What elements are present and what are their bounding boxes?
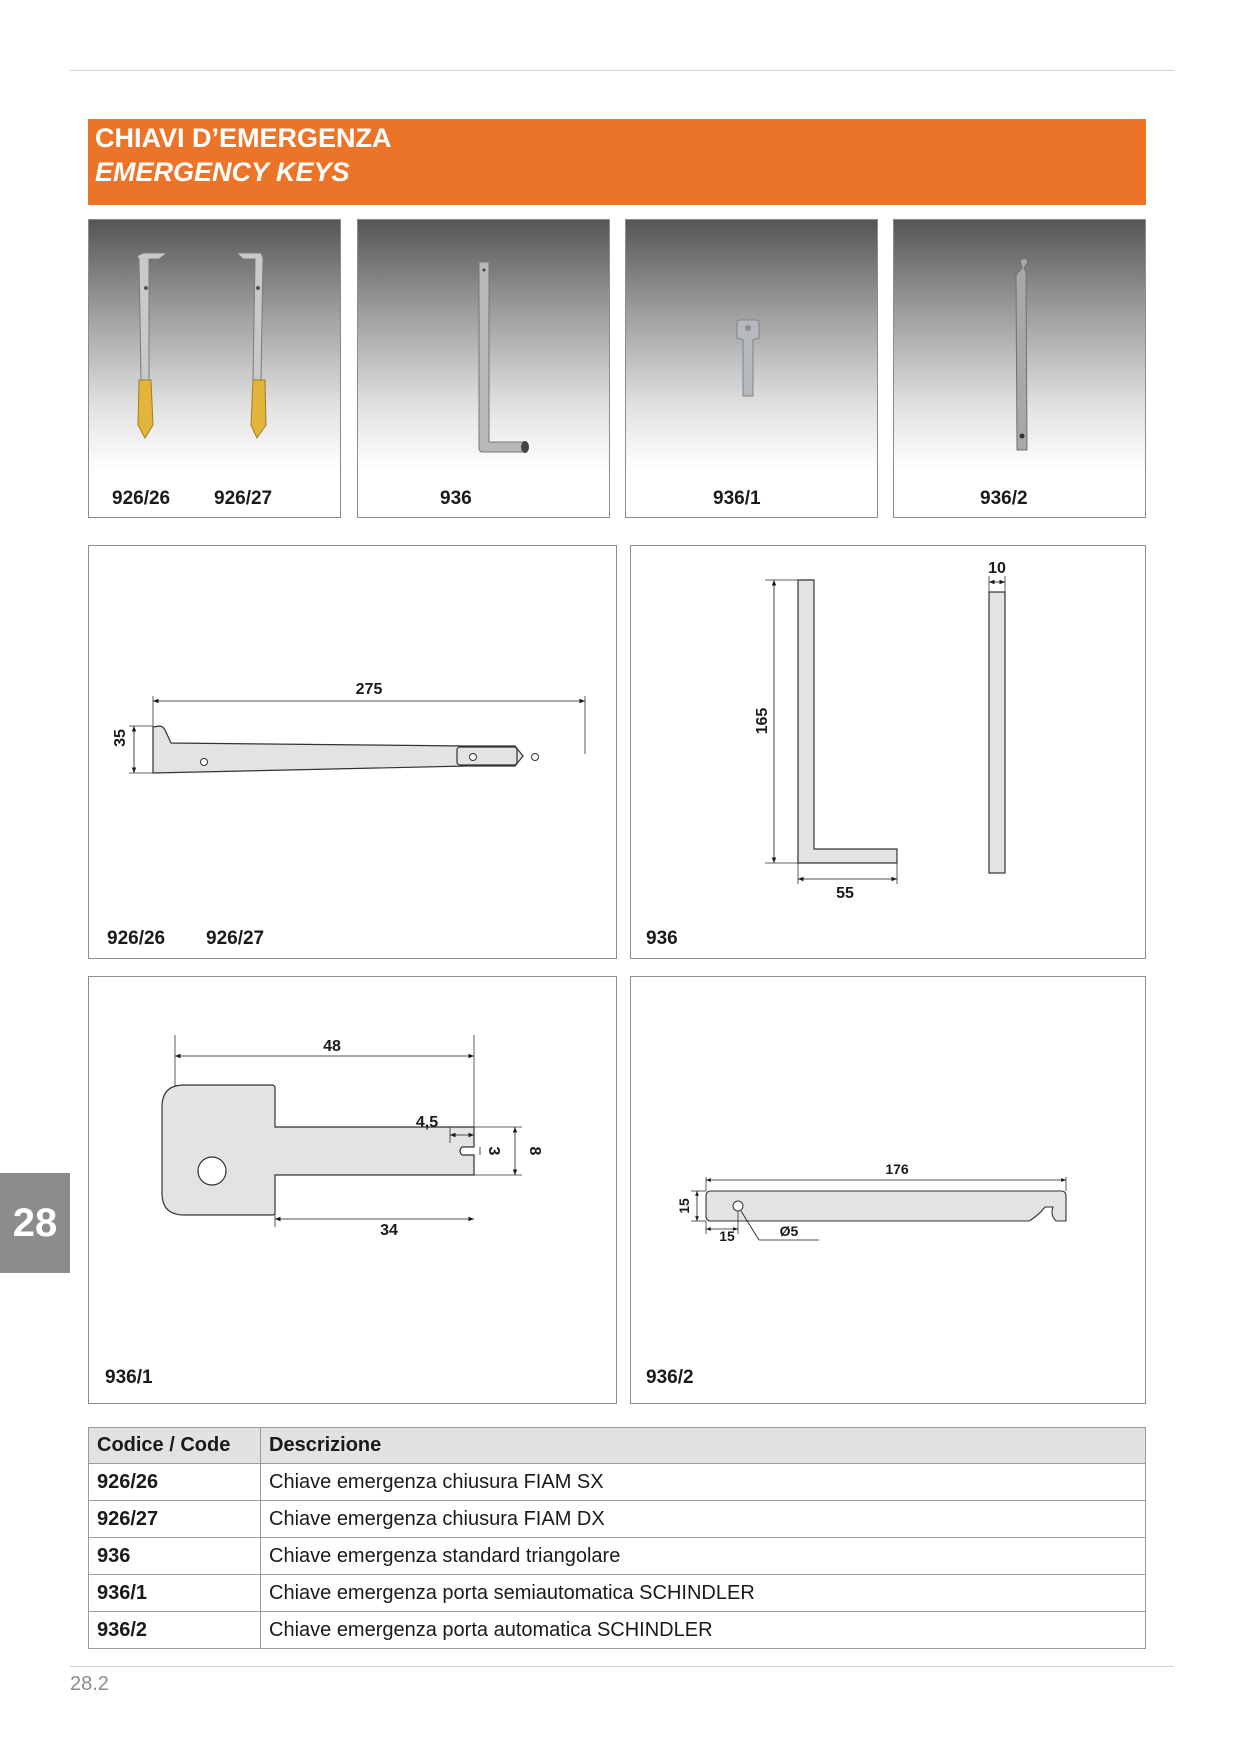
technical-drawing-schindler-semi bbox=[89, 977, 618, 1405]
cell-code: 936/1 bbox=[89, 1575, 261, 1612]
table-row bbox=[89, 1464, 1146, 1501]
drawing-936-2 bbox=[630, 976, 1146, 1404]
drawing-code: 926/26 bbox=[107, 928, 166, 949]
photo-936 bbox=[357, 219, 610, 518]
drawing-926-26-27 bbox=[88, 545, 617, 959]
dim-height-label: 15 bbox=[676, 1198, 692, 1214]
drawing-code: 936 bbox=[646, 928, 678, 949]
cell-description: Chiave emergenza chiusura FIAM SX bbox=[261, 1464, 1146, 1501]
dim-width-label: 10 bbox=[988, 560, 1006, 577]
bottom-rule bbox=[70, 1666, 1174, 1667]
dim-hole-offset-label: 15 bbox=[719, 1228, 735, 1244]
table-row bbox=[89, 1538, 1146, 1575]
top-rule bbox=[70, 70, 1174, 71]
technical-drawing-triangular bbox=[631, 546, 1147, 960]
column-header-description: Descrizione bbox=[261, 1428, 1146, 1464]
cell-code: 926/27 bbox=[89, 1501, 261, 1538]
cell-code: 936 bbox=[89, 1538, 261, 1575]
photo-code: 936 bbox=[440, 488, 472, 509]
column-header-code: Codice / Code bbox=[89, 1428, 261, 1464]
drawing-code: 936/1 bbox=[105, 1367, 153, 1388]
table-header-row bbox=[89, 1428, 1146, 1464]
technical-drawing-schindler-auto bbox=[631, 977, 1147, 1405]
dim-hole-diameter-label: Ø5 bbox=[779, 1223, 799, 1239]
cell-code: 936/2 bbox=[89, 1612, 261, 1649]
key-photo-triangular bbox=[358, 220, 610, 518]
drawing-code: 926/27 bbox=[206, 928, 265, 949]
cell-description: Chiave emergenza porta semiautomatica SCHINDLER bbox=[261, 1575, 1146, 1612]
photo-code: 936/1 bbox=[713, 488, 761, 509]
drawing-936 bbox=[630, 545, 1146, 959]
dim-length-label: 48 bbox=[323, 1038, 341, 1055]
page-number: 28.2 bbox=[70, 1673, 109, 1695]
photo-936-1 bbox=[625, 219, 878, 518]
drawing-code: 936/2 bbox=[646, 1367, 694, 1388]
dim-tip-height-label: 8 bbox=[526, 1146, 543, 1156]
table-row bbox=[89, 1612, 1146, 1649]
photo-code: 926/27 bbox=[214, 488, 273, 509]
table-row bbox=[89, 1501, 1146, 1538]
drawing-936-1 bbox=[88, 976, 617, 1404]
cell-description: Chiave emergenza chiusura FIAM DX bbox=[261, 1501, 1146, 1538]
key-photo-schindler-semi bbox=[626, 220, 878, 518]
section-header bbox=[88, 119, 1146, 205]
cell-code: 926/26 bbox=[89, 1464, 261, 1501]
dim-slot-width-label: 3 bbox=[485, 1146, 502, 1156]
cell-description: Chiave emergenza standard triangolare bbox=[261, 1538, 1146, 1575]
technical-drawing-fiam bbox=[89, 546, 618, 960]
photo-926-26-27 bbox=[88, 219, 341, 518]
dim-height-label: 35 bbox=[112, 729, 129, 747]
key-photo-fiam bbox=[89, 220, 341, 518]
key-photo-schindler-auto bbox=[894, 220, 1146, 518]
dim-height-label: 165 bbox=[754, 707, 771, 735]
dim-shaft-label: 34 bbox=[380, 1222, 398, 1239]
table-row bbox=[89, 1575, 1146, 1612]
cell-description: Chiave emergenza porta automatica SCHINDLER bbox=[261, 1612, 1146, 1649]
title-italian: CHIAVI D’EMERGENZA bbox=[95, 123, 392, 153]
dim-length-label: 176 bbox=[885, 1161, 909, 1177]
product-table bbox=[88, 1427, 1146, 1649]
title-english: EMERGENCY KEYS bbox=[95, 157, 350, 187]
dim-length-label: 275 bbox=[355, 681, 383, 698]
chapter-tab: 28 bbox=[0, 1173, 70, 1273]
dim-slot-depth-label: 4,5 bbox=[415, 1114, 439, 1131]
photo-code: 926/26 bbox=[112, 488, 171, 509]
photo-code: 936/2 bbox=[980, 488, 1028, 509]
dim-length-label: 55 bbox=[836, 885, 854, 902]
photo-936-2 bbox=[893, 219, 1146, 518]
